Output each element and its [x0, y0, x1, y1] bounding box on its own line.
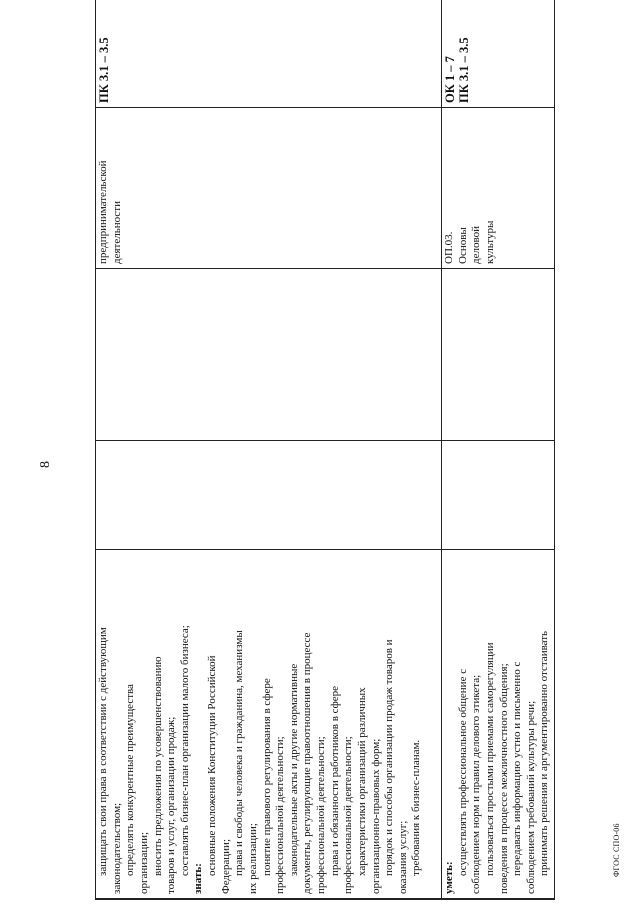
table-cell-empty [442, 899, 555, 900]
text-line: порядок и способы организации продаж товаров и [383, 639, 396, 876]
text-line: профессиональной деятельности; [342, 736, 355, 894]
skills-cell [96, 550, 442, 899]
text-line: основные положения Конституции Российской [206, 655, 218, 876]
text-line: оказания услуг; [396, 820, 409, 894]
text-line: их реализации; [246, 823, 259, 894]
competency-cell [442, 0, 555, 108]
text-line: профессиональной деятельности; [274, 736, 287, 894]
discipline-code: ОП.03. [443, 231, 455, 264]
hours-cell [442, 441, 555, 550]
text-line: составлять бизнес-план организации малого бизнеса; [178, 625, 191, 876]
text-line: организационно-правовых форм; [369, 738, 382, 894]
table-row [96, 0, 442, 900]
hours-cell-2 [96, 269, 442, 441]
text-line: поведения в процессе межличностного общения; [497, 663, 510, 894]
text-line: вносить предложения по усовершенствованию [151, 656, 164, 876]
text-line: соблюдением требований культуры речи; [524, 700, 537, 894]
hours-cell-2 [442, 269, 555, 441]
curriculum-table [95, 0, 555, 900]
text-line: законодательные акты и другие нормативные [287, 663, 300, 876]
competency-code: ПК 3.1 – 3.5 [97, 37, 111, 103]
text-line: принимать решения и аргументированно отстаивать [538, 630, 551, 876]
section-heading: знать: [192, 863, 205, 894]
table-row [442, 0, 555, 900]
discipline-name: Основы деловой культуры [456, 220, 496, 264]
section-heading: уметь: [443, 861, 455, 894]
discipline-cell [96, 108, 442, 269]
competency-cell [96, 0, 442, 108]
discipline-name: предпринимательской деятельности [97, 160, 123, 264]
text-line: профессиональной деятельности; [315, 736, 327, 894]
text-line: соблюдением норм и правил делового этикета; [470, 674, 483, 894]
text-line: передавать информацию устно и письменно с [511, 661, 524, 876]
text-line: товаров и услуг, организации продаж; [165, 716, 178, 894]
text-line: понятие правового регулирования в сфере [260, 678, 273, 876]
hours-cell [96, 441, 442, 550]
text-line: документы, регулирующие правоотношения в процессе [301, 632, 314, 894]
text-line: Федерации; [219, 838, 232, 894]
competency-code: ПК 3.1 – 3.5 [457, 37, 472, 103]
skills-text [97, 554, 424, 894]
competency-code: ОК 1 – 7 [443, 56, 457, 103]
table-cell-empty [96, 899, 442, 900]
text-line: организации; [137, 831, 150, 894]
discipline-cell [442, 108, 555, 269]
page-number: 8 [38, 461, 53, 468]
skills-text [443, 554, 552, 894]
footer-label: ФГОС СПО-06 [612, 823, 621, 877]
text-line: пользоваться простыми приемами саморегуляции [483, 642, 496, 876]
text-line: права и свободы человека и гражданина, механизмы [233, 630, 246, 876]
skills-cell [442, 550, 555, 899]
text-line: законодательством; [110, 802, 123, 894]
text-line: защищать свои права в соответствии с действующим [97, 627, 109, 876]
text-line: требования к бизнес-планам. [410, 739, 423, 876]
text-line: характеристики организаций различных [355, 687, 368, 876]
text-line: права и обязанности работников в сфере [328, 685, 341, 876]
text-line: осуществлять профессиональное общение с [456, 668, 469, 876]
text-line: определять конкурентные преимущества [124, 684, 137, 876]
